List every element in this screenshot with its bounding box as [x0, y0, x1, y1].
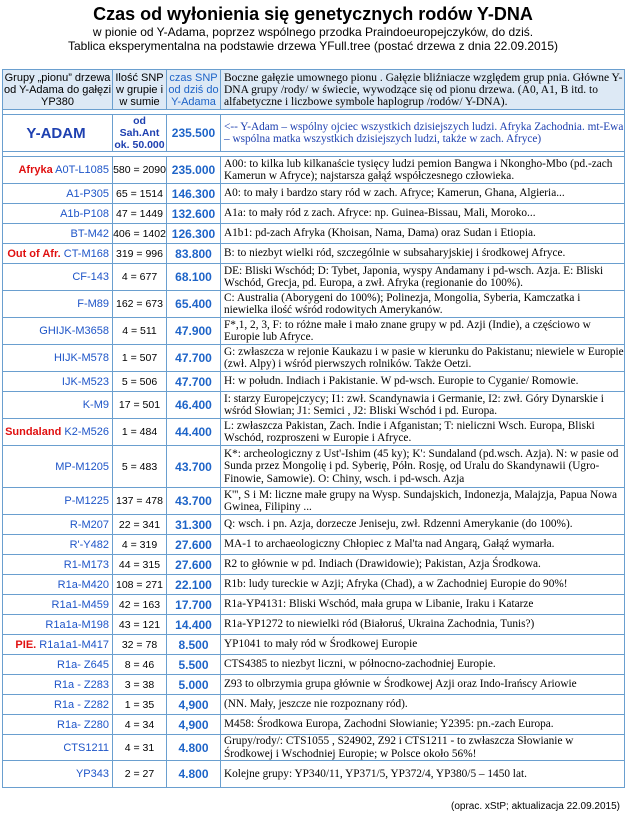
age-cell: 126.300 [167, 224, 221, 244]
description-cell: Kolejne grupy: YP340/11, YP371/5, YP372/4, YP380/5 – 1450 lat. [221, 761, 625, 788]
haplogroup-table [2, 69, 625, 788]
description-cell: MA-1 to archaeologiczny Chłopiec z Mal'ta nad Angarą, Gałąź wymarła. [221, 535, 625, 555]
description-cell: Q: wsch. i pn. Azja, dorzecze Jeniseju, zwł. Rdzenni Amerykanie (do 100%). [221, 515, 625, 535]
snp-cell: 42 = 163 [113, 595, 167, 615]
snp-cell: 580 = 2090 [113, 157, 167, 184]
group-cell [3, 291, 113, 318]
age-cell: 47.900 [167, 318, 221, 345]
age-cell: 43.700 [167, 488, 221, 515]
group-cell [3, 695, 113, 715]
snp-cell: 4 = 511 [113, 318, 167, 345]
description-cell: G: zwłaszcza w rejonie Kaukazu i w pasie w kierunku do Pakistanu; niewiele w Europie (zwł. Alpy) i wśród pierwszych rolników. Także Oetzi. [221, 345, 625, 372]
description-cell: (NN. Mały, jeszcze nie rozpoznany ród). [221, 695, 625, 715]
header-groups: Grupy „pionu” drzewa od Y-Adama do gałęzi YP380 [3, 71, 112, 108]
description-cell: R1a-YP4131: Bliski Wschód, mała grupa w Libanie, Iraku i Katarze [221, 595, 625, 615]
snp-cell: 5 = 506 [113, 372, 167, 392]
table-row [3, 204, 625, 224]
table-row [3, 615, 625, 635]
group-name: R-M207 [69, 518, 109, 531]
group-cell [3, 244, 113, 264]
adam-description: <-- Y-Adam – wspólny ojciec wszystkich dzisiejszych ludzi. Afryka Zachodnia. mt-Ewa – wspólna matka wszystkich dzisiejszych ludzi, także w zach. Afryce) [221, 115, 625, 152]
snp-cell: 1 = 35 [113, 695, 167, 715]
region-label: Sundaland [5, 426, 62, 438]
table-row [3, 735, 625, 761]
group-cell [3, 515, 113, 535]
description-cell: R1b: ludy tureckie w Azji; Afryka (Chad), a w Zachodniej Europie do 90%! [221, 575, 625, 595]
snp-cell: 22 = 341 [113, 515, 167, 535]
description-cell: YP1041 to mały ród w Środkowej Europie [221, 635, 625, 655]
snp-cell: 5 = 483 [113, 446, 167, 488]
description-cell: I: starzy Europejczycy; I1: zwł. Scandynawia i Germanie, I2: zwł. Góry Dynarskie i wśród Słowian; J1: Semici , J2: Bliski Wschód i pd. Europa. [221, 392, 625, 419]
age-cell: 17.700 [167, 595, 221, 615]
group-name: A1-P305 [66, 187, 109, 200]
group-name: R'-Y482 [69, 538, 109, 551]
table-row [3, 675, 625, 695]
snp-cell: 108 = 271 [113, 575, 167, 595]
group-cell [3, 446, 113, 488]
age-cell: 27.600 [167, 555, 221, 575]
adam-age: 235.500 [167, 115, 221, 152]
age-cell: 5.500 [167, 655, 221, 675]
group-cell [3, 372, 113, 392]
table-row [3, 515, 625, 535]
group-cell [3, 595, 113, 615]
table-row [3, 318, 625, 345]
group-cell [3, 264, 113, 291]
group-cell [3, 735, 113, 761]
group-name: A1b-P108 [60, 207, 109, 220]
group-name: R1-M173 [63, 558, 109, 571]
group-cell [3, 655, 113, 675]
table-row [3, 392, 625, 419]
group-name: R1a1a1-M417 [39, 638, 109, 651]
region-label: Afryka [18, 164, 53, 176]
table-header-row [3, 70, 625, 110]
group-name: CT-M168 [63, 247, 109, 260]
description-cell: A1a: to mały ród z zach. Afryce: np. Guinea-Bissau, Mali, Moroko... [221, 204, 625, 224]
table-row [3, 184, 625, 204]
table-row [3, 244, 625, 264]
snp-cell: 43 = 121 [113, 615, 167, 635]
description-cell: K*: archeologiczny z Ust'-Ishim (45 ky); K': Sundaland (pd.wsch. Azja). N: w pasie od Sunda przez Mongolię i pd. Syberię, Półn. Rosję, od Uralu do Skandynawii (Ugro-Finowie, Samowie). O: Chiny, wsch. i pd-wsch. Azja [221, 446, 625, 488]
snp-cell: 4 = 34 [113, 715, 167, 735]
group-cell [3, 675, 113, 695]
group-cell [3, 575, 113, 595]
group-name: R1a- Z280 [57, 718, 109, 731]
group-cell [3, 157, 113, 184]
group-name: BT-M42 [70, 227, 109, 240]
table-row [3, 224, 625, 244]
snp-cell: 137 = 478 [113, 488, 167, 515]
description-cell: K''', S i M: liczne małe grupy na Wysp. Sundajskich, Indonezja, Malajzja, Papua Nowa Gwinea, Filipiny ... [221, 488, 625, 515]
snp-cell: 319 = 996 [113, 244, 167, 264]
table-row [3, 575, 625, 595]
group-name: YP343 [75, 768, 109, 780]
description-cell: CTS4385 to niezbyt liczni, w północno-zachodniej Europie. [221, 655, 625, 675]
group-cell [3, 224, 113, 244]
group-name: A0T-L1085 [55, 164, 109, 176]
age-cell: 132.600 [167, 204, 221, 224]
group-cell [3, 392, 113, 419]
snp-cell: 17 = 501 [113, 392, 167, 419]
adam-group: Y-ADAM [3, 115, 113, 152]
age-cell: 68.100 [167, 264, 221, 291]
age-cell: 5.000 [167, 675, 221, 695]
table-row [3, 345, 625, 372]
group-name: R1a- Z645 [57, 658, 109, 671]
group-cell [3, 419, 113, 446]
group-cell [3, 184, 113, 204]
table-row [3, 157, 625, 184]
age-cell: 43.700 [167, 446, 221, 488]
description-cell: A00: to kilka lub kilkanaście tysięcy ludzi pemion Bangwa i Nkongho-Mbo (pd.-zach Kamerun w Afryce); najstarsza gałąź współczesnego człowieka. [221, 157, 625, 184]
snp-cell: 1 = 484 [113, 419, 167, 446]
group-cell [3, 715, 113, 735]
table-row [3, 372, 625, 392]
footer-credit: (oprac. xStP; aktualizacja 22.09.2015) [451, 801, 620, 812]
group-name: GHIJK-M3658 [39, 325, 109, 337]
adam-row [3, 115, 625, 152]
group-name: HIJK-M578 [53, 352, 109, 364]
description-cell: A0: to mały i bardzo stary ród w zach. Afryce; Kamerun, Ghana, Algieria... [221, 184, 625, 204]
age-cell: 146.300 [167, 184, 221, 204]
adam-snp: od Sah.Ant ok. 50.000 [114, 115, 165, 151]
description-cell: F*,1, 2, 3, F: to różne małe i mało znane grupy w pd. Azji (Indie), a częściowo w Europie lub Afryce. [221, 318, 625, 345]
group-cell [3, 535, 113, 555]
age-cell: 235.000 [167, 157, 221, 184]
group-cell [3, 488, 113, 515]
snp-cell: 162 = 673 [113, 291, 167, 318]
group-cell [3, 615, 113, 635]
snp-cell: 44 = 315 [113, 555, 167, 575]
group-name: R1a1-M459 [51, 598, 109, 611]
age-cell: 31.300 [167, 515, 221, 535]
age-cell: 44.400 [167, 419, 221, 446]
header [0, 0, 626, 69]
age-cell: 4,900 [167, 715, 221, 735]
group-cell [3, 204, 113, 224]
description-cell: Z93 to olbrzymia grupa głównie w Środkowej Azji oraz Indo-Irańscy Ariowie [221, 675, 625, 695]
header-snp-count: Ilość SNP w grupie i w sumie [113, 70, 167, 110]
description-cell: C: Australia (Aborygeni do 100%); Polinezja, Mongolia, Syberia, Kamczatka i niewielka ilość wśród rodowitych Amerykanów. [221, 291, 625, 318]
age-cell: 27.600 [167, 535, 221, 555]
age-cell: 65.400 [167, 291, 221, 318]
age-cell: 22.100 [167, 575, 221, 595]
age-cell: 8.500 [167, 635, 221, 655]
table-row [3, 655, 625, 675]
group-cell [3, 761, 113, 788]
table-row [3, 695, 625, 715]
table-row [3, 715, 625, 735]
description-cell: R1a-YP1272 to niewielki ród (Białoruś, Ukraina Zachodnia, Tunis?) [221, 615, 625, 635]
snp-cell: 4 = 31 [113, 735, 167, 761]
snp-cell: 406 = 1402 [113, 224, 167, 244]
table-row [3, 419, 625, 446]
group-name: P-M1225 [64, 495, 109, 507]
description-cell: R2 to głównie w pd. Indiach (Drawidowie); Pakistan, Azja Środkowa. [221, 555, 625, 575]
age-cell: 14.400 [167, 615, 221, 635]
snp-cell: 1 = 507 [113, 345, 167, 372]
group-name: R1a1a-M198 [45, 618, 109, 631]
table-row [3, 264, 625, 291]
snp-cell: 2 = 27 [113, 761, 167, 788]
group-name: MP-M1205 [55, 460, 109, 473]
age-cell: 4.800 [167, 735, 221, 761]
table-row [3, 761, 625, 788]
table-row [3, 488, 625, 515]
group-cell [3, 555, 113, 575]
group-name: R1a - Z282 [53, 698, 109, 711]
page-title: Czas od wyłonienia się genetycznych rodów Y-DNA [93, 4, 533, 24]
description-cell: DE: Bliski Wschód; D: Tybet, Japonia, wyspy Andamany i pd-wsch. Azja. E: Bliski Wschód, Grecja, pd. Europa, a zwł. Afryka (regionanie do 100%). [221, 264, 625, 291]
group-name: R1a - Z283 [53, 678, 109, 691]
table-row [3, 635, 625, 655]
snp-cell: 3 = 38 [113, 675, 167, 695]
description-cell: A1b1: pd-zach Afryka (Khoisan, Nama, Dama) oraz Sudan i Etiopia. [221, 224, 625, 244]
group-name: K2-M526 [64, 426, 109, 438]
group-name: K-M9 [82, 399, 109, 411]
snp-cell: 4 = 677 [113, 264, 167, 291]
table-row [3, 535, 625, 555]
subtitle-line-1: w pionie od Y-Adama, poprzez wspólnego przodka Praindoeuropejczyków, do dziś. [92, 25, 534, 39]
description-cell: H: w połudn. Indiach i Pakistanie. W pd-wsch. Europie to Cyganie/ Romowie. [221, 372, 625, 392]
description-cell: B: to niezbyt wielki ród, szczególnie w subsaharyjskiej i środkowej Afryce. [221, 244, 625, 264]
description-cell: M458: Środkowa Europa, Zachodni Słowianie; Y2395: pn.-zach Europa. [221, 715, 625, 735]
age-cell: 4,900 [167, 695, 221, 715]
snp-cell: 4 = 319 [113, 535, 167, 555]
group-name: CTS1211 [63, 741, 109, 754]
snp-cell: 32 = 78 [113, 635, 167, 655]
age-cell: 83.800 [167, 244, 221, 264]
age-cell: 46.400 [167, 392, 221, 419]
group-name: IJK-M523 [61, 375, 109, 388]
snp-cell: 8 = 46 [113, 655, 167, 675]
table-row [3, 595, 625, 615]
group-cell [3, 318, 113, 345]
region-label: PIE. [15, 638, 37, 651]
snp-cell: 47 = 1449 [113, 204, 167, 224]
group-name: R1a-M420 [57, 578, 109, 591]
group-cell [3, 635, 113, 655]
group-cell [3, 345, 113, 372]
header-side-branches: Boczne gałęzie umownego pionu . Gałęzie bliźniacze względem grup pnia. Główne Y-DNA grupy /rody/ w świecie, wywodzące się od pionu drzewa. (A0, A1, B itd. to alfabetyczne i liczbowe symbole haplogrup /rodów/ Y-DNA). [221, 70, 625, 110]
group-name: F-M89 [77, 298, 109, 310]
age-cell: 4.800 [167, 761, 221, 788]
snp-cell: 65 = 1514 [113, 184, 167, 204]
description-cell: Grupy/rody/: CTS1055 , S24902, Z92 i CTS1211 - to zwłaszcza Słowianie w Środkowej i Wschodniej Europie; w Polsce około 56%! [221, 735, 625, 761]
table-row [3, 446, 625, 488]
region-label: Out of Afr. [7, 247, 61, 260]
age-cell: 47.700 [167, 345, 221, 372]
table-row [3, 555, 625, 575]
subtitle-line-2: Tablica eksperymentalna na podstawie drzewa YFull.tree (postać drzewa z dnia 22.09.2015) [67, 39, 559, 53]
group-name: CF-143 [72, 271, 109, 283]
description-cell: L: zwłaszcza Pakistan, Zach. Indie i Afganistan; T: nieliczni Wsch. Europa, Bliski Wschód, rozproszeni w Europie i Afryce. [221, 419, 625, 446]
table-row [3, 291, 625, 318]
header-snp-time: czas SNP od dziś do Y-Adama [168, 71, 219, 108]
age-cell: 47.700 [167, 372, 221, 392]
